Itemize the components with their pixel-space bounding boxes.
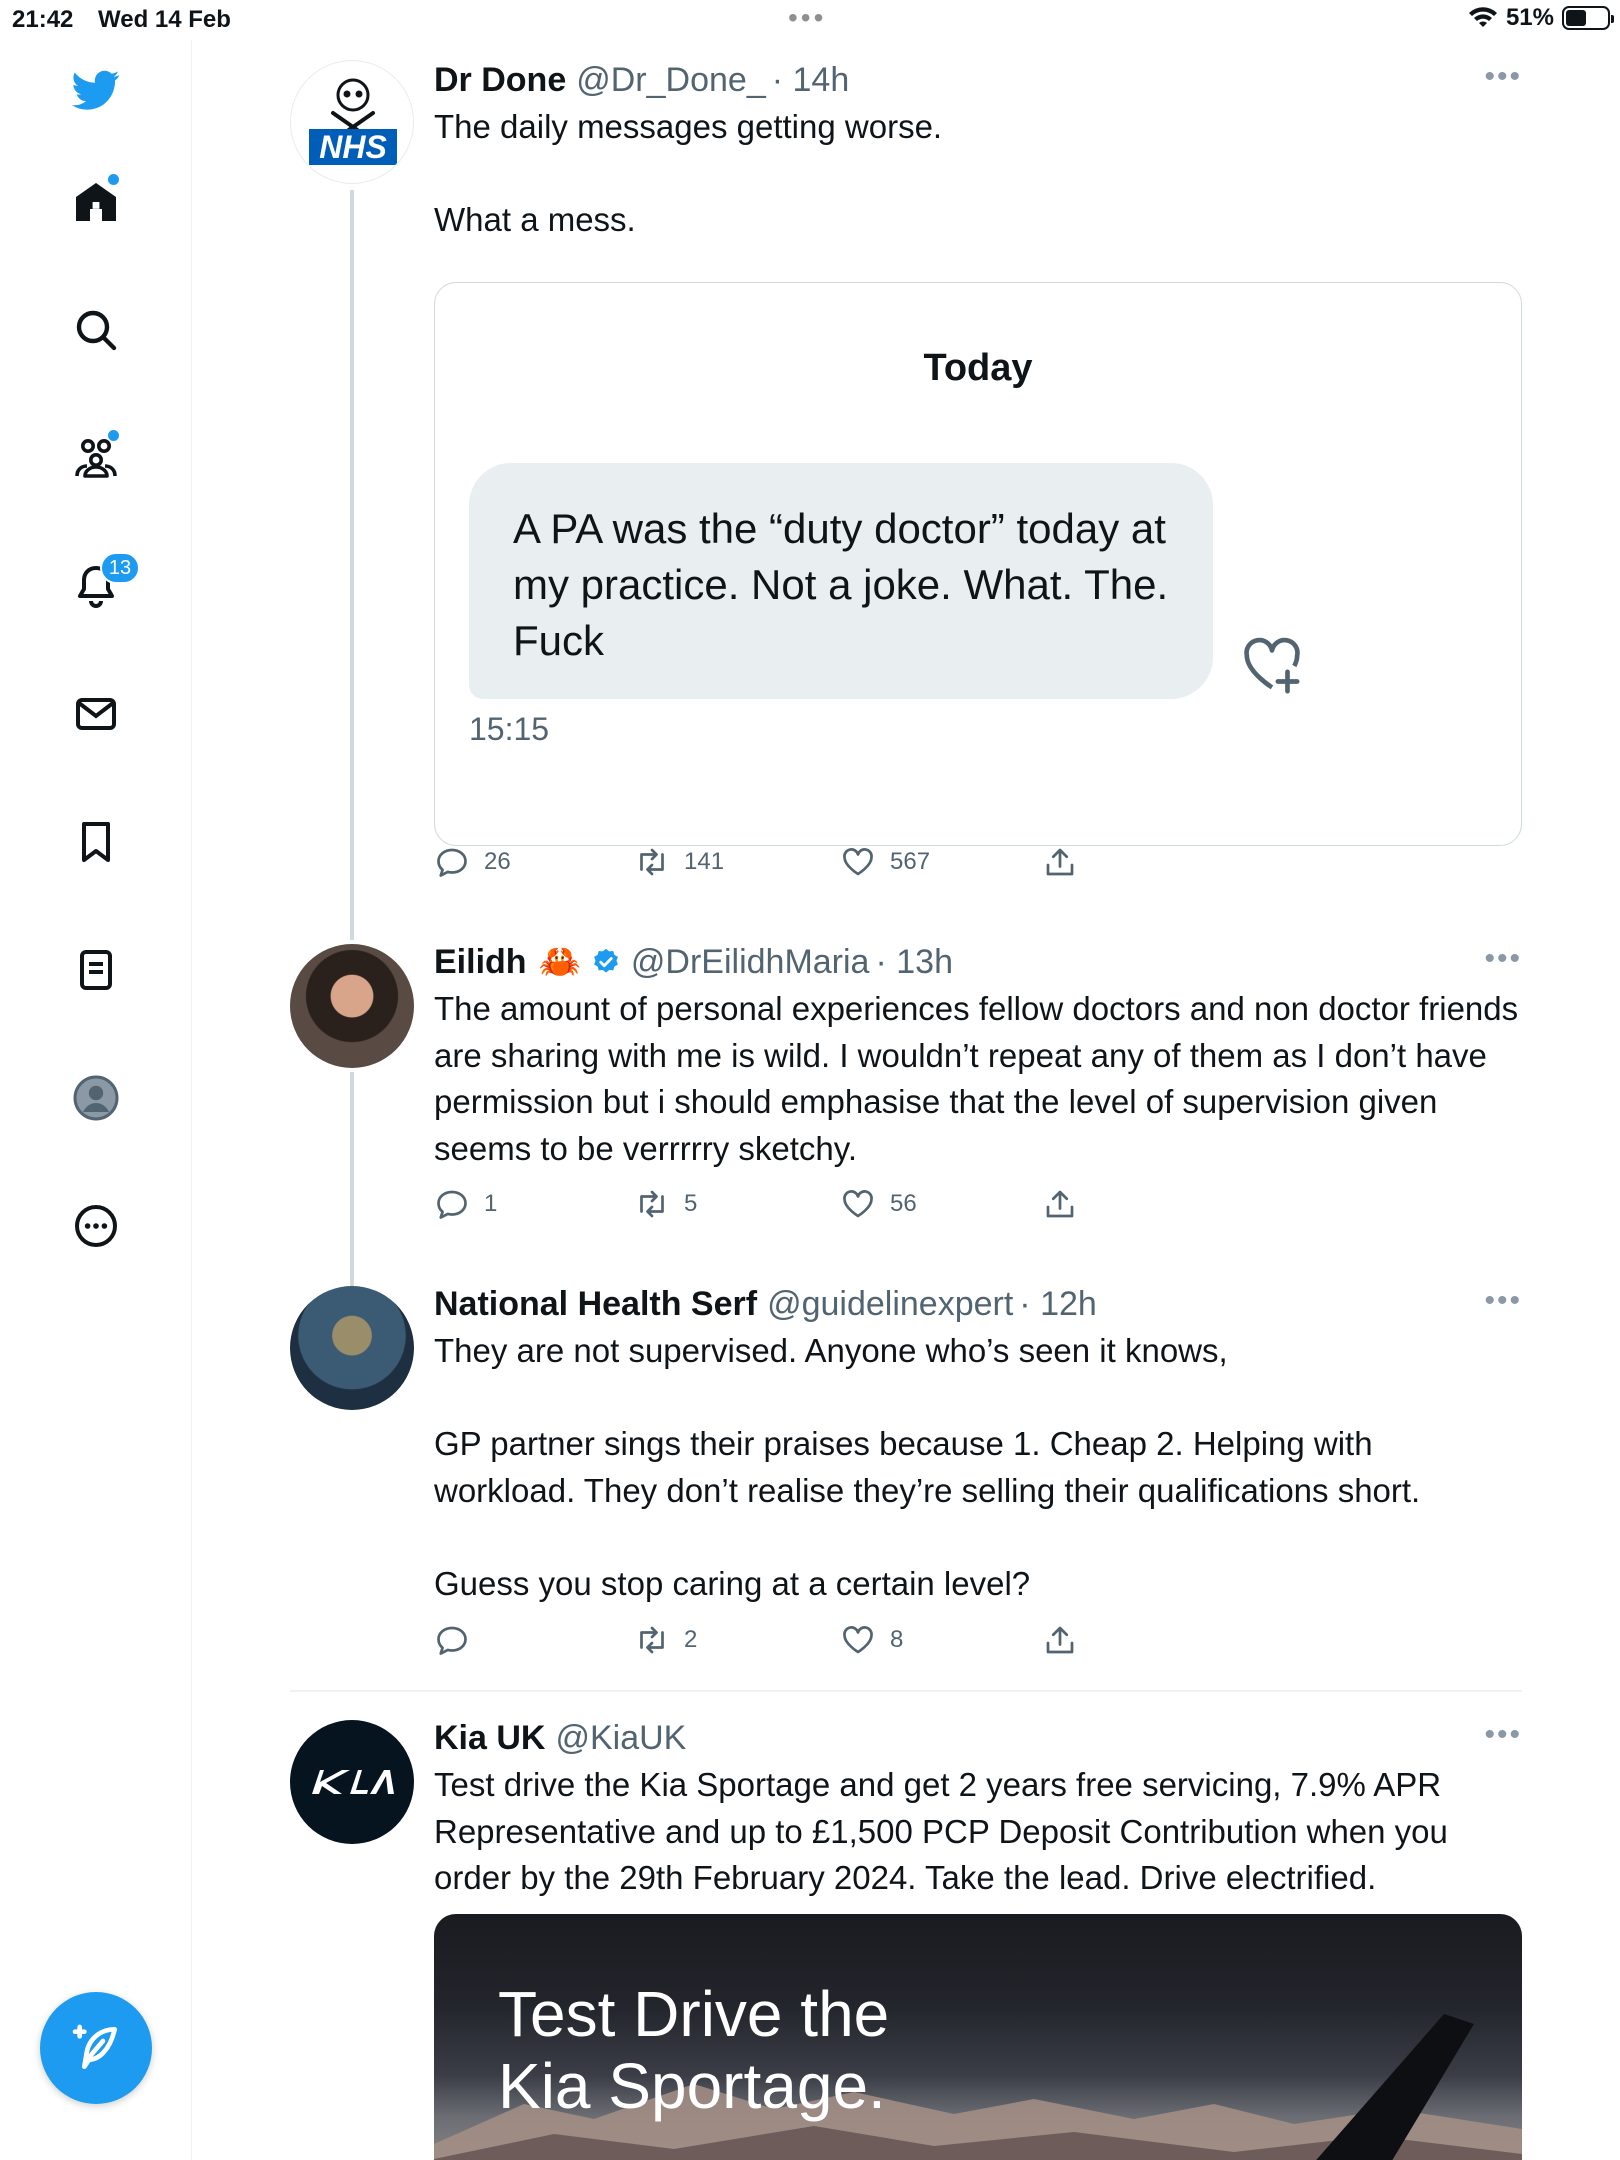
like-button[interactable] (840, 1622, 903, 1658)
compose-tweet-button[interactable] (40, 1992, 152, 2104)
author-handle[interactable]: @guidelinexpert (767, 1285, 1014, 1323)
heart-plus-icon (1241, 635, 1303, 697)
timeline-divider (290, 1690, 1522, 1692)
multitasking-dots-icon[interactable]: ••• (788, 2, 827, 33)
battery-percent: 51% (1505, 4, 1554, 31)
share-button[interactable] (1042, 1622, 1078, 1658)
attached-image-card[interactable] (434, 282, 1522, 846)
promoted-tweet[interactable] (290, 1718, 1522, 2160)
communities-unread-dot (108, 430, 119, 441)
more-options-icon[interactable]: ••• (1484, 942, 1522, 975)
like-count: 567 (890, 848, 931, 875)
author-handle[interactable]: @Dr_Done_ (576, 61, 766, 99)
share-icon (1042, 1186, 1078, 1222)
tweet-text: Test drive the Kia Sportage and get 2 years free servicing, 7.9% APR Representative and up to £1,500 PCP Deposit Contribution when you order by the 29th February 2024. Take the lead. Drive electrified. (434, 1766, 1448, 1896)
message-time: 15:15 (469, 711, 550, 747)
more-options-icon[interactable]: ••• (1484, 1718, 1522, 1751)
status-time: 21:42 (12, 6, 74, 33)
nhs-logo: NHS (319, 129, 387, 165)
reply-button[interactable] (434, 1622, 484, 1658)
heart-icon (840, 1186, 876, 1222)
heart-icon (840, 844, 876, 880)
retweet-icon (634, 844, 670, 880)
reply-button[interactable] (434, 844, 511, 880)
tweet-text: They are not supervised. Anyone who’s seen it knows, GP partner sings their praises because 1. Cheap 2. Helping with workload. They don’t realise they’re selling their qualifications short. Guess you stop caring at a certain level? (434, 1332, 1421, 1602)
reply-icon (434, 844, 470, 880)
messages-icon[interactable] (62, 680, 130, 748)
author-name[interactable]: National Health Serf (434, 1285, 758, 1323)
tweet-time[interactable]: · 14h (771, 61, 850, 99)
sidebar (0, 40, 192, 2160)
share-icon (1042, 1622, 1078, 1658)
more-options-icon[interactable]: ••• (1484, 60, 1522, 93)
promo-image[interactable] (434, 1914, 1522, 2160)
status-date: Wed 14 Feb (98, 6, 231, 33)
skull-crossbones-icon (291, 61, 414, 184)
promo-title: Test Drive the Kia Sportage. (498, 1978, 890, 2122)
author-handle[interactable]: @KiaUK (555, 1719, 687, 1757)
tweet-actions (434, 844, 1134, 888)
lists-icon[interactable] (62, 936, 130, 1004)
share-button[interactable] (1042, 844, 1078, 880)
tweet[interactable] (290, 1284, 1522, 1660)
share-icon (1042, 844, 1078, 880)
avatar[interactable] (290, 60, 414, 184)
author-name[interactable]: Dr Done (434, 61, 567, 99)
more-options-icon[interactable] (62, 1192, 130, 1260)
reply-count: 1 (484, 1190, 498, 1217)
status-indicators (1468, 4, 1610, 32)
feather-plus-icon (68, 2020, 124, 2076)
avatar[interactable] (290, 944, 414, 1068)
home-icon[interactable] (62, 168, 130, 236)
avatar[interactable] (290, 1720, 414, 1844)
message-bubble: A PA was the “duty doctor” today at my practice. Not a joke. What. The. Fuck (469, 463, 1213, 699)
like-count: 8 (890, 1626, 904, 1653)
more-options-icon[interactable]: ••• (1484, 1284, 1522, 1317)
home-unread-dot (108, 174, 119, 185)
like-button[interactable] (840, 1186, 917, 1222)
tweet-actions (434, 1186, 1134, 1230)
heart-icon (840, 1622, 876, 1658)
battery-icon (1562, 6, 1610, 30)
share-button[interactable] (1042, 1186, 1078, 1222)
author-handle[interactable]: @DrEilidhMaria (630, 943, 870, 981)
avatar[interactable] (290, 1286, 414, 1410)
profile-avatar-icon[interactable] (62, 1064, 130, 1132)
notifications-icon[interactable] (62, 552, 130, 620)
tweet-text: The daily messages getting worse. What a mess. (434, 108, 943, 238)
retweet-count: 141 (684, 848, 725, 875)
card-title: Today (923, 347, 1033, 389)
crab-emoji: 🦀 (538, 943, 581, 981)
reply-icon (434, 1622, 470, 1658)
communities-icon[interactable] (62, 424, 130, 492)
tweet-actions (434, 1622, 1134, 1666)
kia-logo-icon (290, 1720, 414, 1844)
tweet[interactable] (290, 942, 1522, 1242)
retweet-icon (634, 1622, 670, 1658)
like-count: 56 (890, 1190, 917, 1217)
retweet-count: 5 (684, 1190, 698, 1217)
reply-icon (434, 1186, 470, 1222)
retweet-count: 2 (684, 1626, 698, 1653)
verified-badge-icon (591, 947, 621, 977)
author-name[interactable]: Kia UK (434, 1719, 546, 1757)
retweet-icon (634, 1186, 670, 1222)
reply-button[interactable] (434, 1186, 497, 1222)
wifi-icon (1468, 6, 1498, 30)
tweet-time[interactable]: · 13h (875, 943, 953, 981)
twitter-logo-icon[interactable] (62, 56, 130, 124)
search-icon[interactable] (62, 296, 130, 364)
tweet[interactable] (290, 60, 1522, 920)
author-name[interactable]: Eilidh (434, 943, 527, 981)
retweet-button[interactable] (634, 1622, 697, 1658)
notifications-badge: 13 (100, 552, 140, 584)
reply-count: 26 (484, 848, 511, 875)
status-bar (0, 0, 1620, 40)
tweet-text: The amount of personal experiences fellow doctors and non doctor friends are sharing with me is wild. I wouldn’t repeat any of them as I don’t have permission but i should emphasise that the level of supervision given seems to be verrrrry sketchy. (434, 990, 1519, 1167)
like-button[interactable] (840, 844, 930, 880)
retweet-button[interactable] (634, 1186, 697, 1222)
retweet-button[interactable] (634, 844, 724, 880)
tweet-time[interactable]: · 12h (1019, 1285, 1097, 1323)
bookmarks-icon[interactable] (62, 808, 130, 876)
